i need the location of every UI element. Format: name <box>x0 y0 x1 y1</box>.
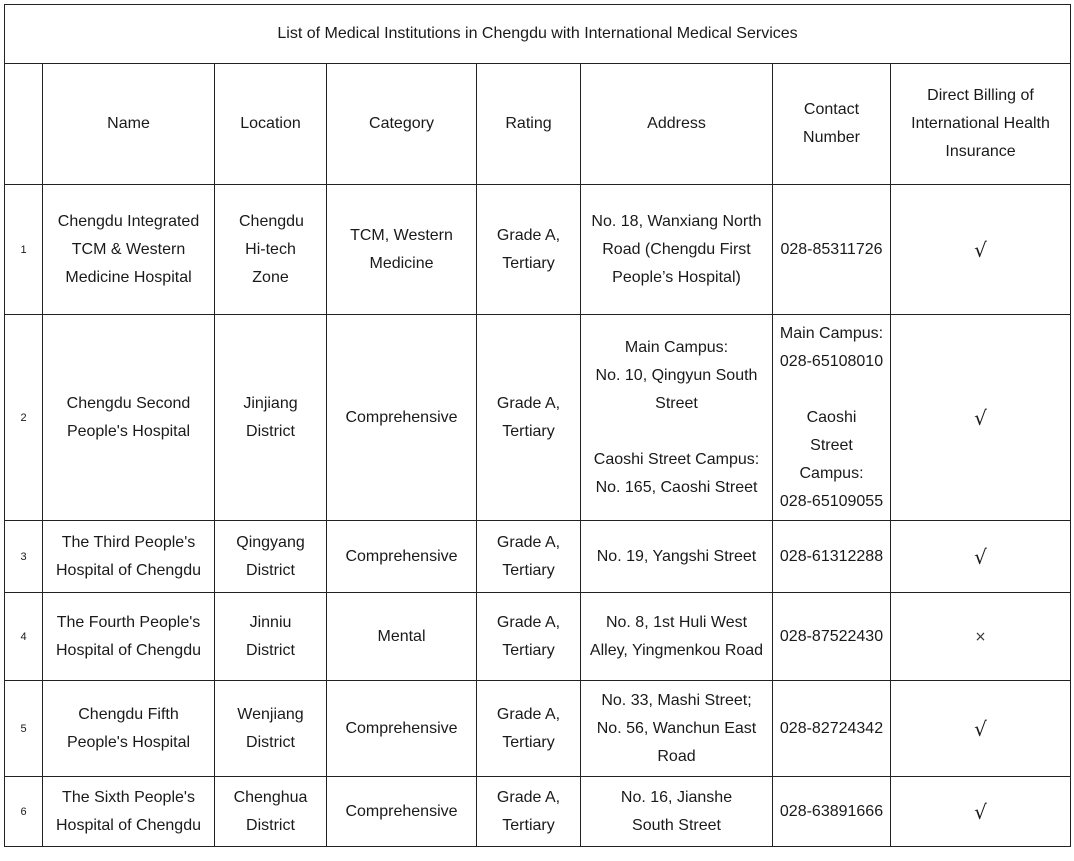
header-name: Name <box>43 64 215 185</box>
row-contact: 028-87522430 <box>773 593 891 681</box>
row-name: Chengdu Fifth People's Hospital <box>43 681 215 777</box>
row-location: Jinjiang District <box>215 315 327 521</box>
address-main: No. 10, Qingyun South Street <box>595 366 758 412</box>
row-index: 2 <box>5 315 43 521</box>
row-name: Chengdu Integrated TCM & Western Medicine Hospital <box>43 185 215 315</box>
row-contact <box>773 315 891 521</box>
address-second-label: Caoshi Street Campus: <box>593 450 760 468</box>
row-category: Mental <box>327 593 477 681</box>
row-category: Comprehensive <box>327 315 477 521</box>
header-row <box>5 64 1071 185</box>
row-name: The Fourth People's Hospital of Chengdu <box>43 593 215 681</box>
contact-main-label: Main Campus: <box>779 324 884 342</box>
row-address: No. 18, Wanxiang North Road (Chengdu First People’s Hospital) <box>581 185 773 315</box>
row-address: No. 33, Mashi Street; No. 56, Wanchun East Road <box>581 681 773 777</box>
row-address: No. 19, Yangshi Street <box>581 521 773 593</box>
row-address <box>581 315 773 521</box>
header-index <box>5 64 43 185</box>
row-location: Chenghua District <box>215 777 327 847</box>
row-name: The Third People's Hospital of Chengdu <box>43 521 215 593</box>
table-row <box>5 593 1071 681</box>
institutions-table <box>4 4 1071 847</box>
row-location: Chengdu Hi-tech Zone <box>215 185 327 315</box>
check-icon: √ <box>891 681 1071 777</box>
row-rating: Grade A, Tertiary <box>477 315 581 521</box>
row-location: Jinniu District <box>215 593 327 681</box>
row-location: Qingyang District <box>215 521 327 593</box>
row-index: 5 <box>5 681 43 777</box>
header-rating: Rating <box>477 64 581 185</box>
row-rating: Grade A, Tertiary <box>477 777 581 847</box>
check-icon: √ <box>891 185 1071 315</box>
row-category: Comprehensive <box>327 681 477 777</box>
row-contact: 028-61312288 <box>773 521 891 593</box>
row-category: Comprehensive <box>327 521 477 593</box>
header-category: Category <box>327 64 477 185</box>
row-contact: 028-85311726 <box>773 185 891 315</box>
address-second: No. 165, Caoshi Street <box>595 478 758 496</box>
address-main-label: Main Campus: <box>624 338 729 356</box>
table-row <box>5 315 1071 521</box>
row-category: TCM, Western Medicine <box>327 185 477 315</box>
row-contact: 028-63891666 <box>773 777 891 847</box>
check-icon: √ <box>891 521 1071 593</box>
header-billing: Direct Billing of International Health Insurance <box>891 64 1071 185</box>
institutions-table-wrapper <box>4 4 1071 847</box>
row-address: No. 16, Jianshe South Street <box>581 777 773 847</box>
row-rating: Grade A, Tertiary <box>477 521 581 593</box>
header-address: Address <box>581 64 773 185</box>
row-address: No. 8, 1st Huli West Alley, Yingmenkou Road <box>581 593 773 681</box>
table-row <box>5 185 1071 315</box>
row-rating: Grade A, Tertiary <box>477 593 581 681</box>
contact-main: 028-65108010 <box>779 352 884 370</box>
row-rating: Grade A, Tertiary <box>477 681 581 777</box>
header-contact: Contact Number <box>773 64 891 185</box>
row-index: 1 <box>5 185 43 315</box>
table-row <box>5 777 1071 847</box>
table-title: List of Medical Institutions in Chengdu with International Medical Services <box>5 5 1071 64</box>
row-location: Wenjiang District <box>215 681 327 777</box>
row-name: The Sixth People's Hospital of Chengdu <box>43 777 215 847</box>
row-index: 4 <box>5 593 43 681</box>
table-row <box>5 521 1071 593</box>
row-category: Comprehensive <box>327 777 477 847</box>
row-name: Chengdu Second People's Hospital <box>43 315 215 521</box>
check-icon: √ <box>891 315 1071 521</box>
row-index: 3 <box>5 521 43 593</box>
row-contact: 028-82724342 <box>773 681 891 777</box>
contact-second: 028-65109055 <box>779 492 884 510</box>
check-icon: √ <box>891 777 1071 847</box>
contact-second-label: Caoshi Street Campus: <box>799 408 864 482</box>
row-index: 6 <box>5 777 43 847</box>
cross-icon: × <box>891 593 1071 681</box>
table-row <box>5 681 1071 777</box>
header-location: Location <box>215 64 327 185</box>
row-rating: Grade A, Tertiary <box>477 185 581 315</box>
